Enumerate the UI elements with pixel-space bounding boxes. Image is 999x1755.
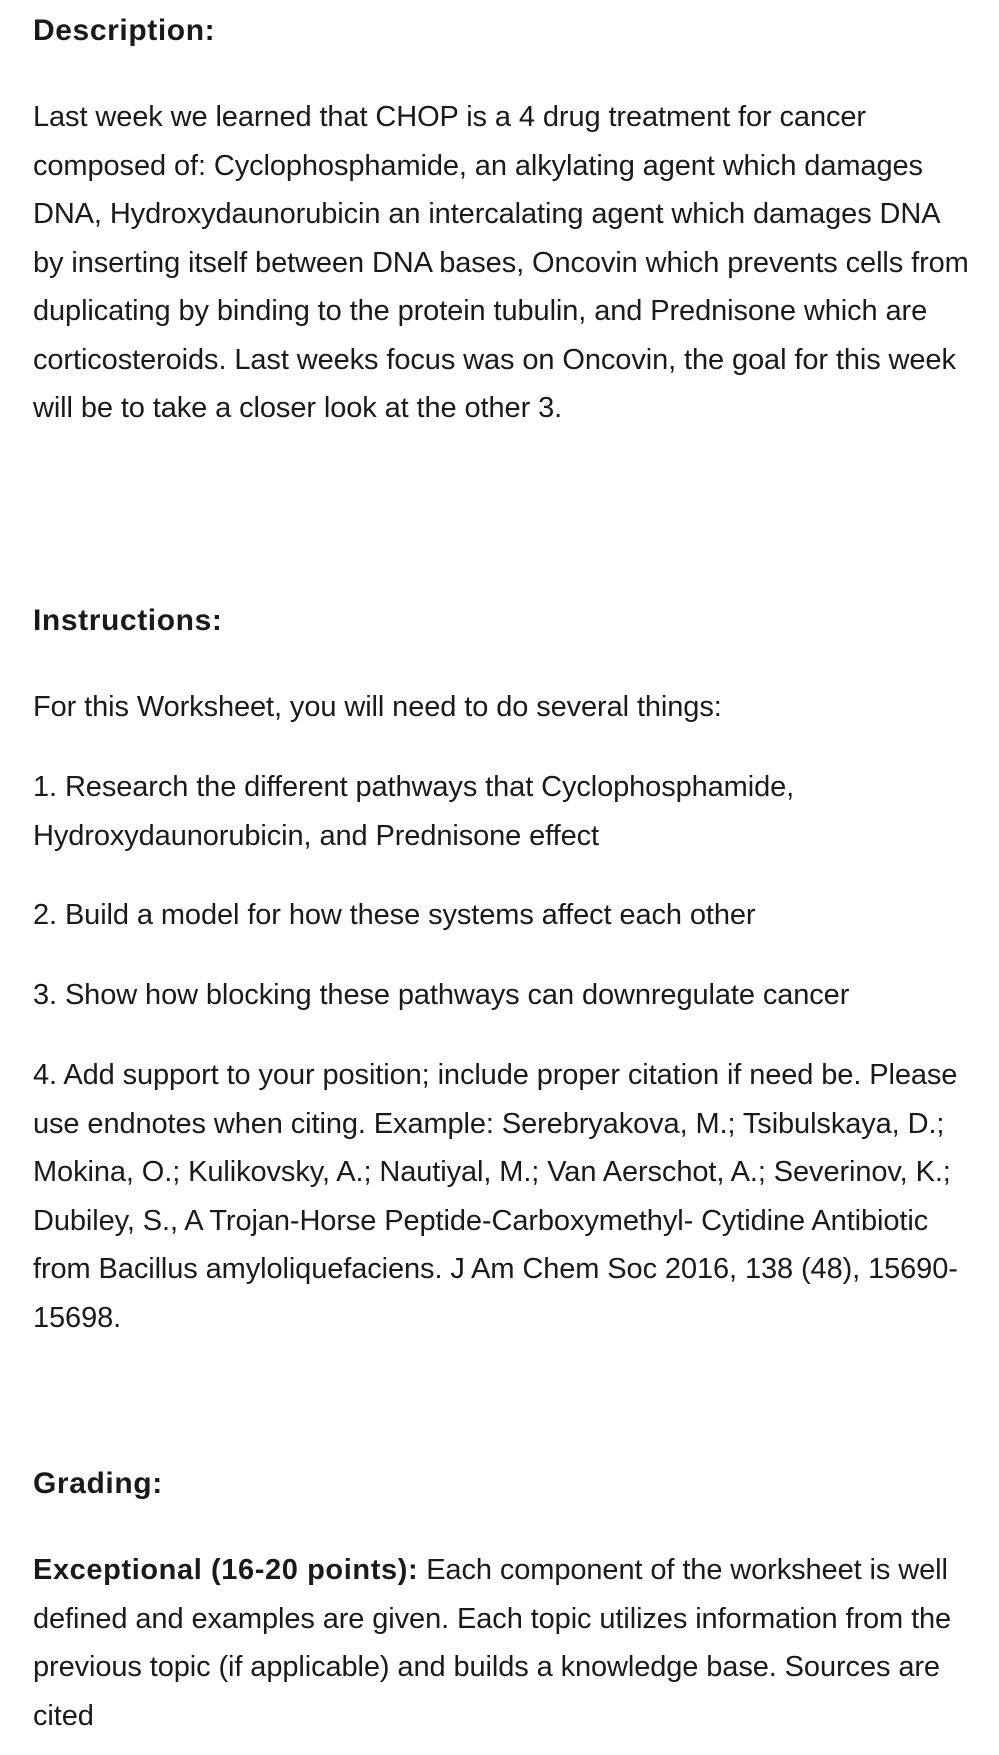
description-section <box>33 7 983 55</box>
description-heading: Description: <box>33 14 216 47</box>
instructions-intro: For this Worksheet, you will need to do several things: <box>33 691 722 723</box>
instructions-section <box>33 597 983 645</box>
description-body-block <box>33 93 973 433</box>
instruction-item: 3. Show how blocking these pathways can downregulate cancer <box>33 979 850 1011</box>
instruction-item: 2. Build a model for how these systems affect each other <box>33 899 756 931</box>
description-body: Last week we learned that CHOP is a 4 drug treatment for cancer composed of: Cyclophosphamide, an alkylating agent which damages DNA, Hydroxydaunorubicin an intercalating agent which damages DNA by inserting itself between DNA bases, Oncovin which prevents cells from duplicating by binding to the protein tubulin, and Prednisone which are corticosteroids. Last weeks focus was on Oncovin, the goal for this week will be to take a closer look at the other 3. <box>33 101 969 424</box>
grading-exceptional-block <box>33 1546 968 1740</box>
instructions-heading: Instructions: <box>33 604 223 637</box>
instructions-intro-block <box>33 683 983 732</box>
grading-exceptional-text: Each component of the worksheet is well defined and examples are given. Each topic utilizes information from the previous topic (if applicable) and builds a knowledge base. Sources are cited <box>33 1554 952 1732</box>
instruction-item: 4. Add support to your position; include proper citation if need be. Please use endnotes when citing. Example: Serebryakova, M.; Tsibulskaya, D.; Mokina, O.; Kulikovsky, A.; Nautiyal, M.; Van Aerschot, A.; Severinov, K.; Dubiley, S., A Trojan-Horse Peptide-Carboxymethyl- Cytidine Antibiotic from Bacillus amyloliquefaciens. J Am Chem Soc 2016, 138 (48), 15690-15698. <box>33 1059 958 1334</box>
grading-section <box>33 1460 983 1508</box>
instruction-item-3-block <box>33 971 983 1020</box>
instruction-item: 1. Research the different pathways that Cyclophosphamide, Hydroxydaunorubicin, and Prednisone effect <box>33 771 795 852</box>
instruction-item-2-block <box>33 891 983 940</box>
grading-exceptional <box>33 1546 968 1740</box>
instruction-item-1-block <box>33 763 933 860</box>
grading-heading: Grading: <box>33 1467 163 1500</box>
instruction-item-4-block <box>33 1051 968 1342</box>
grading-exceptional-label: Exceptional (16-20 points): <box>33 1554 419 1586</box>
